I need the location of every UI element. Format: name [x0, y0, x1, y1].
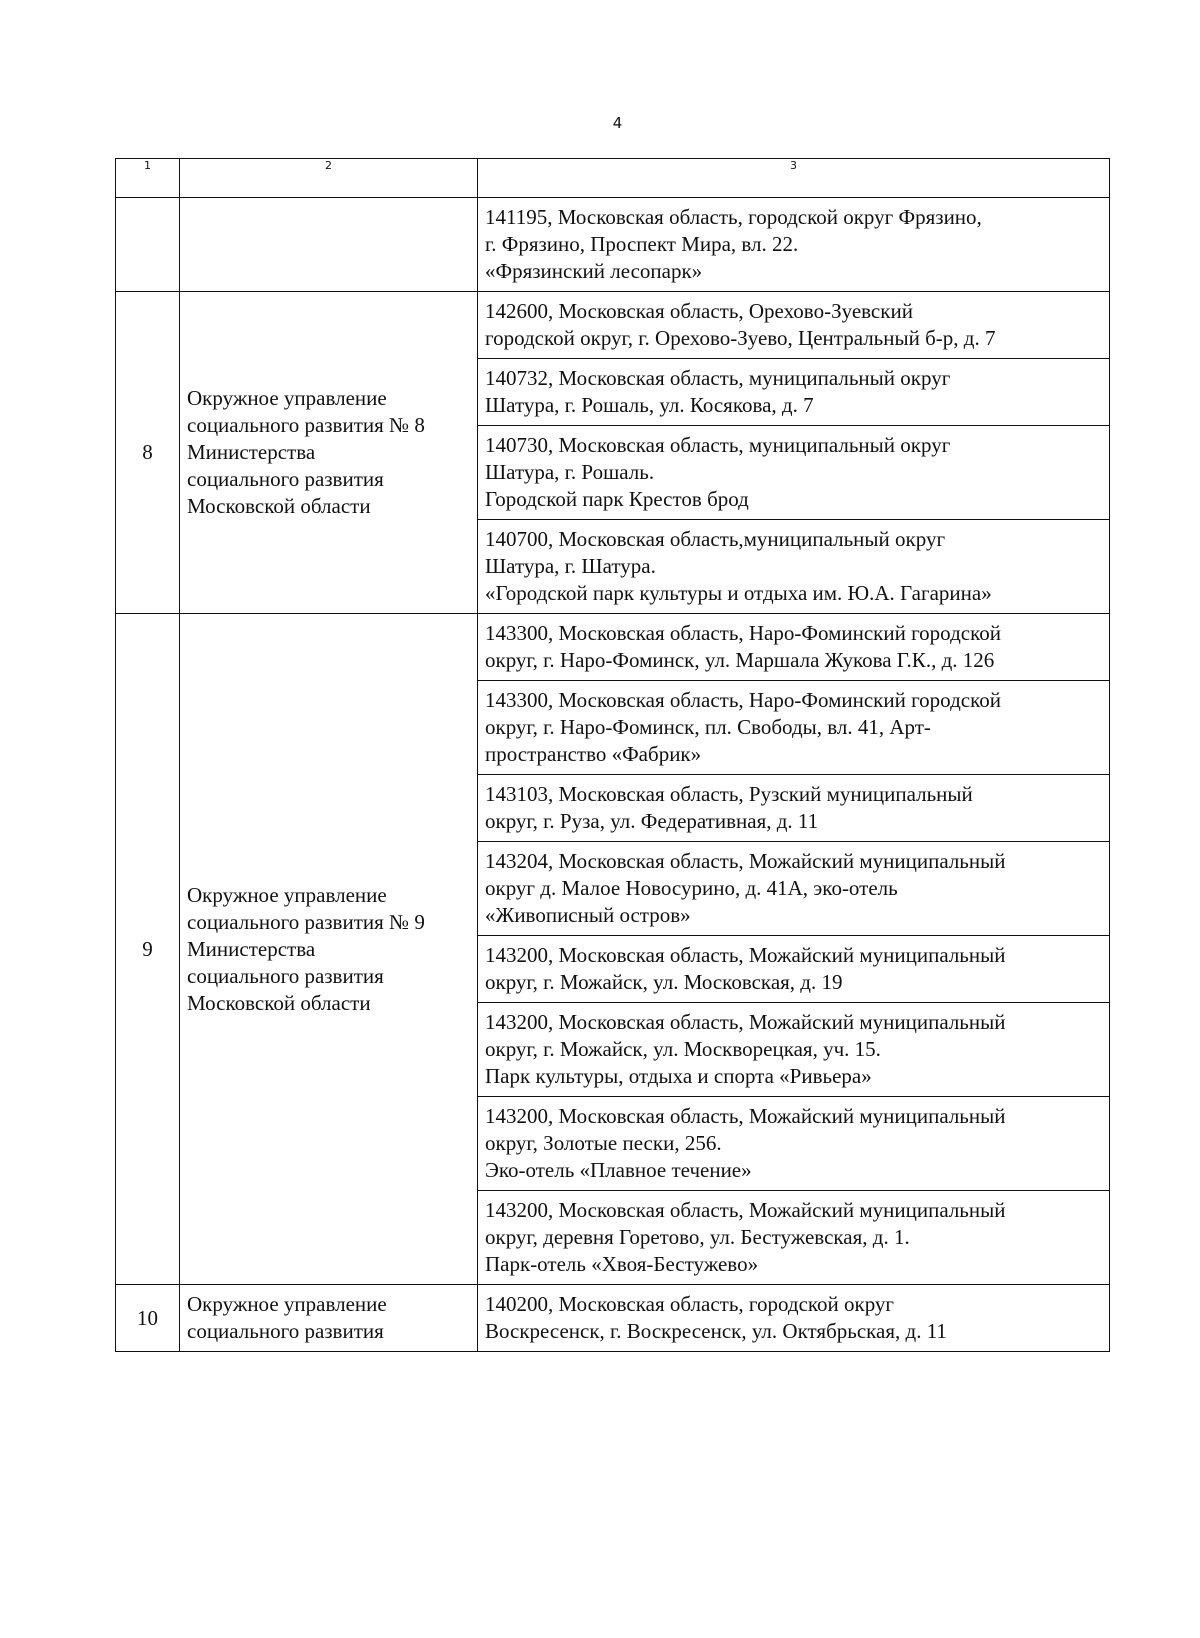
- org-cell: [180, 1285, 478, 1352]
- address-cell: 142600, Московская область, Орехово-Зуевский городской округ, г. Орехово-Зуево, Центральный б-р, д. 7: [478, 292, 1110, 359]
- address-cell: 143200, Московская область, Можайский муниципальный округ, деревня Горетово, ул. Бестужевская, д. 1. Парк-отель «Хвоя-Бестужево»: [478, 1191, 1110, 1285]
- table-row: [116, 198, 1110, 292]
- address-cell: 140730, Московская область, муниципальный округ Шатура, г. Рошаль. Городской парк Крестов брод: [478, 426, 1110, 520]
- table-row: [116, 1285, 1110, 1352]
- number-cell: 10: [116, 1285, 180, 1352]
- address-cell: 140700, Московская область,муниципальный округ Шатура, г. Шатура. «Городской парк культуры и отдыха им. Ю.А. Гагарина»: [478, 520, 1110, 614]
- address-cell: 140732, Московская область, муниципальный округ Шатура, г. Рошаль, ул. Косякова, д. 7: [478, 359, 1110, 426]
- address-cell: 143200, Московская область, Можайский муниципальный округ, Золотые пески, 256. Эко-отель «Плавное течение»: [478, 1097, 1110, 1191]
- address-cell: 143200, Московская область, Можайский муниципальный округ, г. Можайск, ул. Московская, д. 19: [478, 936, 1110, 1003]
- number-cell: [116, 198, 180, 292]
- address-cell: 140200, Московская область, городской округ Воскресенск, г. Воскресенск, ул. Октябрьская, д. 11: [478, 1285, 1110, 1352]
- org-cell: [180, 292, 478, 614]
- table-header-row: [116, 159, 1110, 198]
- page-number: 4: [612, 114, 623, 132]
- address-cell: 143300, Московская область, Наро-Фоминский городской округ, г. Наро-Фоминск, пл. Свободы, вл. 41, Арт- пространство «Фабрик»: [478, 681, 1110, 775]
- number-cell: 9: [116, 614, 180, 1285]
- column-header-1: 1: [116, 159, 180, 198]
- address-cell: 141195, Московская область, городской округ Фрязино, г. Фрязино, Проспект Мира, вл. 22. «Фрязинский лесопарк»: [478, 198, 1110, 292]
- table-row: [116, 292, 1110, 359]
- address-cell: 143300, Московская область, Наро-Фоминский городской округ, г. Наро-Фоминск, ул. Маршала Жукова Г.К., д. 126: [478, 614, 1110, 681]
- org-cell: [180, 614, 478, 1285]
- column-header-3: 3: [478, 159, 1110, 198]
- address-cell: 143200, Московская область, Можайский муниципальный округ, г. Можайск, ул. Москворецкая, уч. 15. Парк культуры, отдыха и спорта «Ривьера»: [478, 1003, 1110, 1097]
- number-cell: 8: [116, 292, 180, 614]
- address-cell: 143103, Московская область, Рузский муниципальный округ, г. Руза, ул. Федеративная, д. 11: [478, 775, 1110, 842]
- org-name: Окружное управление социального развития № 9 Министерства социального развития Московской области: [187, 882, 425, 1015]
- org-name: Окружное управление социального развития: [187, 1292, 387, 1343]
- address-table: [115, 158, 1110, 1352]
- table-row: [116, 614, 1110, 681]
- org-cell: [180, 198, 478, 292]
- org-name: Окружное управление социального развития № 8 Министерства социального развития Московской области: [187, 386, 425, 518]
- address-cell: 143204, Московская область, Можайский муниципальный округ д. Малое Новосурино, д. 41А, эко-отель «Живописный остров»: [478, 842, 1110, 936]
- column-header-2: 2: [180, 159, 478, 198]
